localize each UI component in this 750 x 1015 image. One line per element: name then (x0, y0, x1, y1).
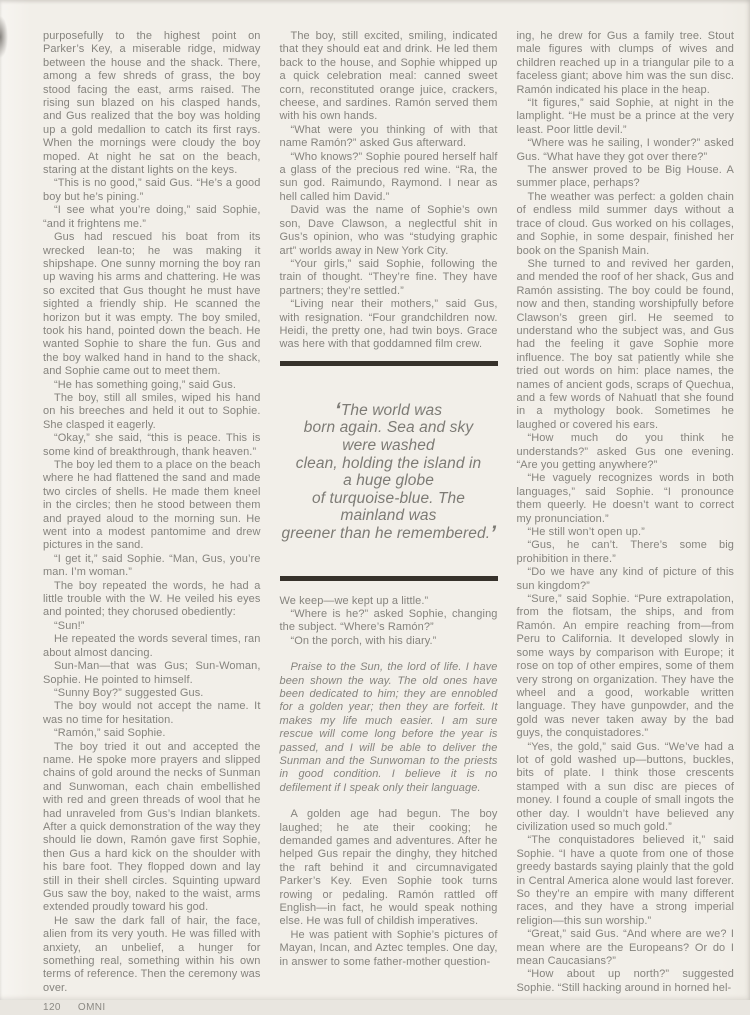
pull-quote-line (282, 507, 496, 525)
column-left (43, 30, 261, 1015)
magazine-name: OMNI (77, 1002, 106, 1014)
paragraph: “Great,” said Gus. “And where are we? I mean where are the Europeans? Or do I mean Caucasians?” (516, 928, 734, 968)
paragraph: The boy tried it out and accepted the name. He spoke more prayers and slipped chains of gold around the necks of Sunman and Sunwoman, each chain embellished with red and green threads of wool that he had unraveled from Gus’s Indian blankets. After a quick demonstration of the way they should lie down, Ramón gave first Sophie, then Gus a hard kick on the shoulder with his bare foot. They flopped down and lay still in their shell circles. Squinting upward Gus saw the boy, naked to the waist, arms extended proudly toward his god. (43, 740, 261, 914)
page-footer (43, 1001, 261, 1014)
paragraph: He repeated the words several times, ran about almost dancing. (43, 633, 261, 659)
middle-bottom-paragraphs (280, 595, 498, 970)
pull-quote-line (282, 472, 496, 490)
paragraph: “The conquistadores believed it,” said Sophie. “I have a quote from one of those greedy bastards saying plainly that the gold in Central America alone would last forever. So they’re an empire with many different races, and they have a strong imperial religion—this sun worship.” (516, 834, 734, 927)
paragraph: ing, he drew for Gus a family tree. Stout male figures with clumps of wives and children reached up in a triangular pile to a faceless giant; above him was the sun disc. Ramón indicated his place in the heap. (516, 30, 734, 96)
paragraph: “I get it,” said Sophie. “Man, Gus, you’re man. I’m woman.” (43, 552, 261, 579)
pull-quote-text: were washed (342, 436, 435, 454)
paragraph: purposefully to the highest point on Parker’s Key, a miserable ridge, midway between the house and the shack. There, among a few shreds of grass, the boy stood facing the east, arms raised. The rising sun blazed on his clasped hands, and Gus realized that the boy was holding up a gold medallion to catch its first rays. When the mornings were cloudy the boy moped. At night he sat on the beach, staring at the distant lights on the keys. (43, 30, 261, 177)
paragraph: The weather was perfect: a golden chain of endless mild summer days without a trace of cloud. Gus worked on his collages, and Sophie, in some despair, finished her book on the Spanish Main. (516, 190, 734, 257)
paragraph: “Okay,” she said, “this is peace. This is some kind of breakthrough, thank heaven.” (43, 432, 261, 458)
paragraph: We keep—we kept up a little.” (279, 594, 429, 607)
paragraph: “Yes, the gold,” said Gus. “We’ve had a lot of gold washed up—buttons, buckles, bits of plate. I think those crescents stamped with a sun disc are pieces of money. I found a couple of small ingots the other day. I wouldn’t have believed any civilization used so much gold.” (516, 740, 734, 833)
paragraph: “How about up north?” suggested Sophie. “Still hacking around in horned hel- (516, 968, 734, 994)
paragraph: “Gus, he can’t. There’s some big prohibition in there.” (516, 539, 734, 565)
paragraph: “Where is he?” asked Sophie, changing the subject. “Where’s Ramón?” (279, 607, 498, 634)
paragraph: “It figures,” said Sophie, at night in the lamplight. “He must be a prince at the very least. Poor little devil.” (516, 97, 734, 136)
close-quote-mark: ’ (490, 521, 497, 545)
paragraph: “Living near their mothers,” said Gus, with resignation. “Four grandchildren now. Heidi, the pretty one, had twin boys. Grace was here with that goddamned film crew. (279, 298, 498, 351)
pull-quote-line (281, 521, 497, 545)
pull-quote-line (282, 419, 496, 437)
paragraph: He saw the dark fall of hair, the face, alien from its very youth. He was filled with anxiety, an unbelief, a hunger for something real, something within his own terms of reference. Then the ceremony was over. (43, 914, 261, 994)
paragraph: The boy repeated the words, he had a little trouble with the W. He veiled his eyes and pointed; they chorused obediently: (43, 579, 261, 619)
pull-quote-line (282, 455, 496, 473)
paragraph: Gus had rescued his boat from its wrecked lean-to; he was making it shipshape. One sunny morning the boy ran up waving his arms and chattering. He was so excited that Gus thought he must have sighted a friendly ship. He scanned the horizon but it was empty. The boy smiled, took his hand, pointed down the beach. He wanted Sophie to share the fun. Gus and the boy walked hand in hand to the shack, and Sophie came out to meet them. (43, 231, 261, 378)
middle-top-paragraphs (280, 30, 498, 352)
pull-quote-text: mainland was (340, 507, 437, 525)
paragraph: “How much do you think he understands?” asked Gus one evening. “Are you getting anywhere?” (516, 432, 734, 471)
paragraph: She turned to and revived her garden, and mended the roof of her shack, Gus and Ramón assisting. The boy could be found, now and then, standing worshipfully before Clawson’s green girl. He seemed to understand who the subject was, and Gus had the feeling it gave Sophie more influence. The boy sat patiently while she tried out words on him: place names, the names of ancient gods, scraps of Quechua, and a few words of Nahuatl that she found in a mythology book. Sometimes he laughed or covered his ears. (516, 257, 734, 431)
paragraph: A golden age had begun. The boy laughed; he ate their cooking; he demanded games and adventures. After he helped Gus repair the dinghy, they hitched the raft behind it and circumnavigated Parker’s Key. Even Sophie took turns rowing or pedaling. Ramón rattled off English—in fact, he would speak nothing else. He was full of childish imperatives. (279, 808, 498, 928)
paragraph: The boy, still all smiles, wiped his hand on his breeches and held it out to Sophie. She clasped it eagerly. (43, 391, 261, 431)
paragraph: “I see what you’re doing,” said Sophie, “and it frightens me.” (43, 204, 261, 230)
divider-rule-bottom (280, 576, 498, 581)
paragraph: The boy led them to a place on the beach where he had flattened the sand and made two circles of shells. He made them kneel in the circles; then he stood between them and prayed aloud to the morning sun. He went into a modest pantomime and drew pictures in the sand. (43, 459, 261, 552)
pull-quote (281, 398, 497, 545)
paragraph: The boy would not accept the name. It was no time for hesitation. (43, 700, 261, 726)
pull-quote-text: clean, holding the island in (295, 454, 482, 472)
paragraph: “Your girls,” said Sophie, following the train of thought. “They’re fine. They have partners; they’re settled.” (279, 257, 498, 297)
column-right (517, 30, 735, 1015)
open-quote-mark: ‘ (334, 398, 341, 422)
paragraph: “Do we have any kind of picture of this sun kingdom?” (516, 566, 734, 592)
pull-quote-text: greener than he remembered. (281, 524, 491, 542)
column-middle (280, 30, 498, 1015)
paragraph: “On the porch, with his diary.” (290, 634, 437, 647)
divider-rule-top (280, 361, 498, 366)
pull-quote-line (282, 398, 496, 422)
paragraph: Praise to the Sun, the lord of life. I have been shown the way. The old ones have been dedicated to him; they are ennobled for a golden year; then they are forfeit. It makes my life much easier. I am sure rescue will come long before the year is passed, and I will be able to deliver the Sunman and the Sunwoman to the priests in good condition. I believe it is no defilement if I speak only their language. (279, 661, 498, 794)
paragraph: “He has something going,” said Gus. (54, 378, 237, 391)
paragraph: “Who knows?” Sophie poured herself half a glass of the precious red wine. “Ra, the sun god. Raimundo, Raymond. I near as hell called him David.” (279, 150, 498, 203)
pull-quote-line (282, 490, 496, 508)
paragraph: He was patient with Sophie’s pictures of Mayan, Incan, and Aztec temples. One day, in answer to some father-mother question- (279, 928, 498, 968)
paragraph: “Ramón,” said Sophie. (54, 727, 166, 740)
paragraph: The boy, still excited, smiling, indicated that they should eat and drink. He led them back to the house, and Sophie whipped up a quick celebration meal: canned sweet corn, reconstituted orange juice, crackers, cheese, and sardines. Ramón served them with his own hands. (279, 30, 498, 123)
paragraph: “He vaguely recognizes words in both languages,” said Sophie. “I pronounce them queerly. He doesn’t want to correct my pronunciation.” (516, 472, 734, 525)
paragraph: David was the name of Sophie’s own son, Dave Clawson, a neglectful shit in Gus’s opinion, who was “studying graphic art” worlds away in New York City. (279, 204, 498, 257)
page-number: 120 (43, 1002, 61, 1014)
paragraph: “He still won’t open up.” (527, 526, 645, 539)
pull-quote-text: The world was (340, 401, 443, 419)
pull-quote-text: a huge globe (343, 472, 434, 490)
paragraph: “Sunny Boy?” suggested Gus. (54, 686, 204, 699)
paragraph: “This is no good,” said Gus. “He’s a good boy but he’s pining.” (43, 177, 261, 203)
paragraph: “Sun!” (54, 619, 85, 632)
paragraph: The answer proved to be Big House. A summer place, perhaps? (516, 164, 734, 190)
pull-quote-text: of turquoise-blue. The (312, 489, 465, 507)
paragraph: Sun-Man—that was Gus; Sun-Woman, Sophie. He pointed to himself. (43, 660, 261, 686)
right-paragraphs (517, 30, 735, 995)
paragraph: “Where was he sailing, I wonder?” asked Gus. “What have they got over there?” (516, 137, 734, 163)
left-paragraphs (43, 30, 261, 995)
pull-quote-text: born again. Sea and sky (303, 419, 474, 437)
paragraph: “Sure,” said Sophie. “Pure extrapolation, from the flotsam, the ships, and from Ramón. An empire reaching from—from Peru to California. It developed slowly in some ways by comparison with Europe; it rose on top of other empires, some of them very strong on organization. They have the wheel and a good, workable written language. They have gunpowder, and the gold was never taken away by the bad guys, the conquistadores.” (516, 593, 734, 740)
pull-quote-line (282, 437, 496, 455)
paragraph: “What were you thinking of with that name Ramón?” asked Gus afterward. (279, 123, 498, 150)
